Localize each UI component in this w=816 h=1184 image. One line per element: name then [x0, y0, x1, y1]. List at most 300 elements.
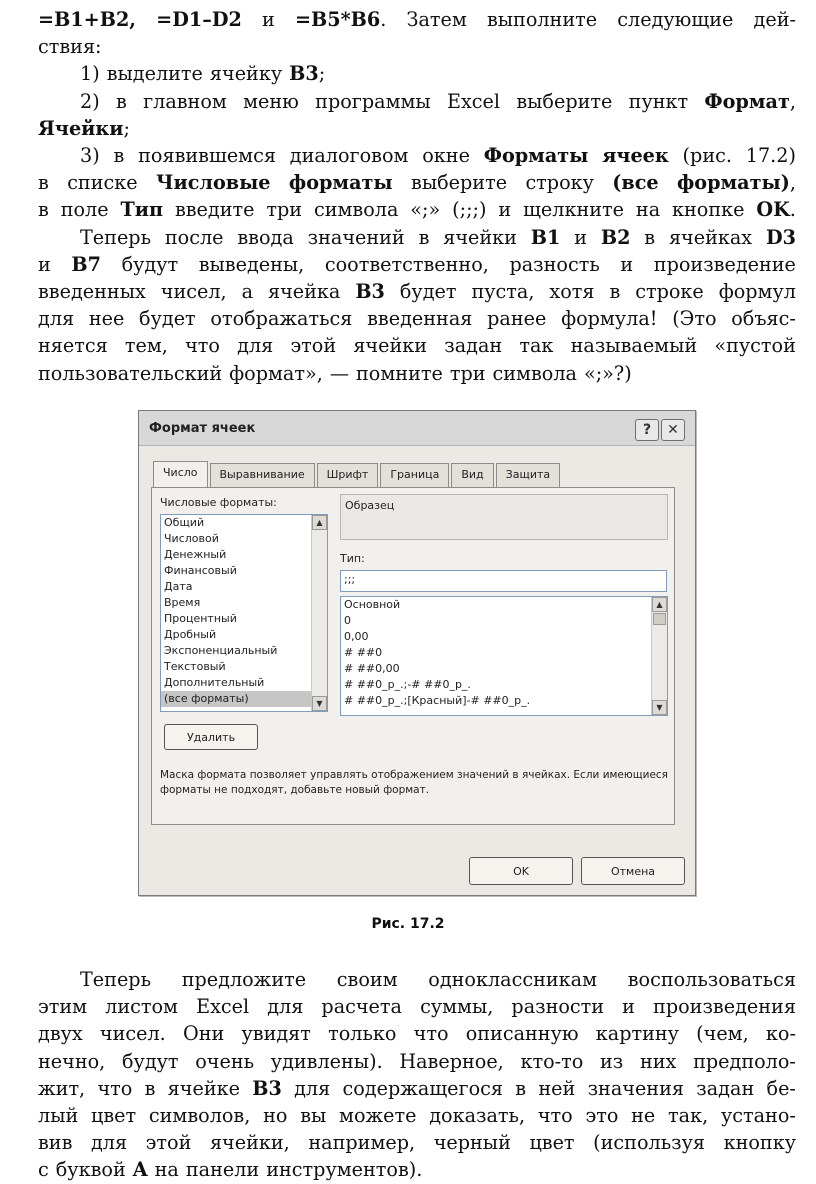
word	[574, 224, 587, 251]
word	[183, 1020, 224, 1047]
word	[668, 1102, 708, 1129]
list-item[interactable]: Процентный	[164, 612, 237, 625]
word	[444, 332, 502, 359]
text: вив	[38, 1131, 73, 1155]
text: можете	[339, 1104, 417, 1128]
word	[38, 1048, 105, 1075]
text: ,	[789, 171, 796, 195]
text: этим	[38, 995, 88, 1019]
text: разности	[511, 995, 605, 1019]
text: задан	[696, 1076, 755, 1100]
word	[601, 224, 631, 251]
text: символа	[313, 198, 399, 222]
word	[290, 332, 336, 359]
cancel-button[interactable]: Отмена	[581, 857, 685, 885]
text-line	[38, 251, 796, 278]
text: двух	[38, 1022, 83, 1046]
text: диалоговом	[289, 144, 409, 168]
word	[561, 305, 657, 332]
text: символов,	[148, 1104, 251, 1128]
word	[165, 224, 224, 251]
tab-protection[interactable]: Защита	[496, 463, 560, 488]
word	[644, 224, 655, 251]
word	[515, 1075, 526, 1102]
text: ней	[538, 1076, 576, 1100]
text: Теперь	[80, 225, 152, 249]
word	[622, 993, 635, 1020]
text-line	[38, 224, 796, 251]
word	[593, 1129, 705, 1156]
text: только	[328, 1022, 397, 1046]
text: «пустой	[714, 334, 796, 358]
text: и	[574, 225, 588, 249]
text: .	[789, 198, 796, 222]
word	[588, 1075, 684, 1102]
text: формула!	[561, 307, 658, 331]
word	[56, 1156, 126, 1183]
text: в	[113, 144, 125, 168]
word	[411, 169, 507, 196]
text: пункт	[628, 89, 689, 113]
word	[434, 1129, 511, 1156]
word	[471, 278, 534, 305]
list-item[interactable]: Дополнительный	[164, 676, 265, 689]
list-item[interactable]: Время	[164, 596, 201, 609]
text: ячейке	[167, 1076, 240, 1100]
word	[38, 251, 51, 278]
word	[67, 169, 137, 196]
number-tab-panel	[151, 487, 675, 825]
text: ввода	[237, 225, 294, 249]
text: что	[413, 1022, 449, 1046]
word	[584, 360, 632, 387]
text: них	[639, 1049, 677, 1073]
list-item[interactable]: # ##0,00	[344, 662, 400, 675]
word	[315, 88, 431, 115]
word	[498, 196, 511, 223]
word	[196, 993, 249, 1020]
word	[210, 1129, 290, 1156]
word	[38, 332, 108, 359]
format-cells-dialog	[138, 410, 696, 896]
text: (чем,	[696, 1022, 749, 1046]
text: —	[329, 361, 350, 385]
format-description: Маска формата позволяет управлять отображением значений в ячейках. Если имеющиеся форматы не подходят, добавьте новый формат.	[160, 769, 668, 796]
text: объяс-	[731, 307, 796, 331]
ok-button[interactable]: OK	[469, 857, 573, 885]
text: на	[154, 1158, 179, 1182]
word	[669, 224, 752, 251]
text: для	[38, 307, 75, 331]
word	[419, 224, 430, 251]
text: кнопке	[672, 198, 745, 222]
text: для	[294, 1076, 331, 1100]
word	[122, 1048, 179, 1075]
text: меню	[243, 89, 299, 113]
word	[263, 1102, 287, 1129]
word	[635, 278, 704, 305]
word	[766, 224, 796, 251]
word	[252, 1075, 282, 1102]
text: щелкните	[523, 198, 625, 222]
word	[330, 360, 349, 387]
text: и	[620, 252, 634, 276]
list-item[interactable]: 0,00	[344, 630, 369, 643]
text: ;	[123, 116, 130, 140]
text: Наверное,	[399, 1049, 504, 1073]
text: главном	[143, 89, 227, 113]
text: картину	[595, 1022, 679, 1046]
text: в	[144, 1076, 156, 1100]
word	[696, 1075, 754, 1102]
bold-text: Ячейки	[38, 116, 124, 140]
top-paragraphs	[38, 6, 796, 387]
text: выполните	[486, 8, 598, 31]
word	[229, 360, 323, 387]
text-line	[38, 332, 796, 359]
bold-text: B3	[252, 1076, 282, 1100]
word	[89, 305, 125, 332]
text-line	[38, 993, 796, 1020]
list-item[interactable]: # ##0_р_.;[Красный]-# ##0_р_.	[344, 694, 531, 707]
text: «;»?)	[583, 361, 632, 385]
word	[756, 196, 796, 223]
word	[80, 88, 100, 115]
word	[596, 1020, 679, 1047]
word	[724, 1129, 796, 1156]
text: введите	[174, 198, 255, 222]
text: панели	[185, 1158, 260, 1182]
bold-text: B1	[530, 225, 561, 249]
word	[325, 251, 489, 278]
text: отображаться	[210, 307, 353, 331]
word	[133, 1156, 148, 1183]
word	[294, 1075, 330, 1102]
text: жит,	[38, 1076, 86, 1100]
text: Затем	[406, 8, 467, 31]
list-item[interactable]: 0	[344, 614, 351, 627]
text: удивлены).	[270, 1049, 383, 1073]
word	[185, 332, 220, 359]
word	[672, 305, 716, 332]
word	[105, 993, 178, 1020]
text-line	[38, 1075, 796, 1102]
bold-text: форматы	[288, 171, 393, 195]
list-item[interactable]: (все форматы)	[161, 691, 327, 707]
text: 1)	[80, 62, 100, 86]
word	[654, 251, 796, 278]
word	[450, 360, 486, 387]
text: ячейку	[209, 62, 283, 86]
word	[143, 88, 227, 115]
word	[429, 1102, 525, 1129]
text: чисел.	[99, 1022, 166, 1046]
text: 2)	[80, 89, 100, 113]
word	[693, 1048, 796, 1075]
tab-number[interactable]: Число	[153, 461, 208, 489]
text: описанную	[465, 1022, 579, 1046]
bold-text: Тип	[120, 198, 164, 222]
text: называемый	[570, 334, 698, 358]
word	[122, 251, 179, 278]
word	[289, 60, 325, 87]
word	[493, 360, 577, 387]
tab-border[interactable]: Граница	[380, 463, 449, 488]
word	[38, 115, 130, 142]
text: что	[185, 334, 220, 358]
type-list-items	[341, 597, 667, 709]
word	[516, 88, 612, 115]
text: введенная	[367, 307, 473, 331]
word	[525, 169, 593, 196]
word	[609, 278, 620, 305]
word	[161, 278, 227, 305]
close-button[interactable]	[661, 419, 685, 441]
text: лый	[38, 1104, 79, 1128]
word	[631, 1102, 655, 1129]
text: одноклассникам	[428, 968, 598, 991]
text: черный	[433, 1131, 511, 1155]
tab-alignment[interactable]: Выравнивание	[210, 463, 315, 488]
text-line	[38, 33, 796, 60]
list-item[interactable]: Дробный	[164, 628, 217, 641]
word	[210, 60, 282, 87]
text: что	[97, 1076, 133, 1100]
text: символа	[492, 361, 577, 385]
word	[290, 142, 409, 169]
list-item[interactable]: Текстовый	[164, 660, 226, 673]
word	[242, 278, 253, 305]
word	[355, 278, 385, 305]
list-item[interactable]: Денежный	[164, 548, 227, 561]
word	[38, 33, 102, 60]
word	[466, 1020, 579, 1047]
word	[414, 1020, 449, 1047]
text: в	[115, 89, 127, 113]
text: ствия:	[38, 35, 102, 59]
text-line	[38, 115, 796, 142]
list-item[interactable]: # ##0	[344, 646, 383, 659]
text: это	[585, 1104, 619, 1128]
text-line	[38, 169, 796, 196]
list-item[interactable]: Общий	[164, 516, 205, 529]
word	[168, 1075, 240, 1102]
tab-font[interactable]: Шрифт	[317, 463, 379, 488]
delete-button[interactable]: Удалить	[164, 724, 258, 750]
text: в	[515, 1076, 527, 1100]
word	[308, 1129, 415, 1156]
text: выберите	[411, 171, 508, 195]
text: формат»,	[229, 361, 323, 385]
text: например,	[308, 1131, 416, 1155]
text-line	[38, 88, 796, 115]
text-line	[38, 1020, 796, 1047]
text: (используя	[593, 1131, 705, 1155]
text: воспользоваться	[627, 968, 796, 991]
word	[268, 278, 340, 305]
text: Они	[182, 1022, 225, 1046]
text: .	[380, 8, 387, 31]
text-line	[38, 1129, 796, 1156]
help-button[interactable]	[635, 419, 659, 441]
text: в	[38, 198, 49, 222]
text: выберите	[516, 89, 613, 113]
word	[443, 224, 517, 251]
word	[511, 993, 604, 1020]
tab-patterns[interactable]: Вид	[451, 463, 493, 488]
bold-text: =D1–D2	[156, 8, 242, 31]
text-line	[38, 60, 796, 87]
text: произведение	[653, 252, 796, 276]
text: что	[537, 1104, 573, 1128]
word	[531, 224, 561, 251]
word	[107, 60, 203, 87]
text: 17.2)	[745, 144, 796, 168]
scroll-thumb[interactable]	[653, 613, 666, 625]
word	[696, 1020, 749, 1047]
list-item[interactable]: # ##0_р_.;-# ##0_р_.	[344, 678, 471, 691]
word	[342, 1075, 503, 1102]
word	[321, 993, 402, 1020]
list-item[interactable]: Числовой	[164, 532, 219, 545]
text: расчета	[321, 995, 402, 1019]
text: нее	[88, 307, 125, 331]
text: няется	[38, 334, 108, 358]
text: цвет	[91, 1104, 137, 1128]
word	[80, 966, 151, 993]
word	[80, 224, 151, 251]
type-input[interactable]: ;;;	[340, 570, 667, 592]
figure-caption: Рис. 17.2	[371, 916, 445, 932]
word	[447, 88, 500, 115]
word	[295, 6, 386, 33]
word	[620, 251, 633, 278]
bold-text: Форматы	[483, 144, 589, 168]
word	[186, 1156, 259, 1183]
bold-text: форматы)	[676, 171, 790, 195]
word	[367, 305, 472, 332]
text: доказать,	[429, 1104, 526, 1128]
text: поле	[60, 198, 109, 222]
text: три	[266, 198, 303, 222]
dialog-titlebar	[139, 411, 695, 446]
list-item[interactable]: Основной	[344, 598, 401, 611]
word	[120, 196, 163, 223]
text-line	[38, 1048, 796, 1075]
type-list[interactable]	[340, 596, 668, 716]
bold-text: B7	[71, 252, 101, 276]
text: следующие	[617, 8, 734, 31]
word	[704, 88, 796, 115]
bold-text: Числовые	[155, 171, 271, 195]
word	[289, 169, 393, 196]
text-line	[38, 278, 796, 305]
word	[410, 196, 440, 223]
text: выведены,	[198, 252, 305, 276]
text: и	[261, 8, 275, 31]
text-line	[38, 305, 796, 332]
scroll-up-icon[interactable]: ▲	[652, 597, 667, 612]
list-item[interactable]: Финансовый	[164, 564, 237, 577]
word	[523, 196, 624, 223]
formats-scrollbar[interactable]	[311, 515, 327, 711]
word	[521, 1048, 584, 1075]
word	[406, 6, 466, 33]
bold-text: D3	[765, 225, 796, 249]
text: введенных	[38, 280, 146, 304]
word	[640, 1048, 676, 1075]
scroll-down-icon[interactable]: ▼	[312, 696, 327, 711]
text: ко-	[765, 1022, 796, 1046]
word	[487, 6, 597, 33]
text: из	[600, 1049, 624, 1073]
text: задан	[444, 334, 503, 358]
word	[38, 1075, 85, 1102]
bold-text: OK	[756, 198, 790, 222]
word	[38, 1102, 78, 1129]
text: цвет	[529, 1131, 575, 1155]
word	[767, 1075, 796, 1102]
word	[653, 993, 796, 1020]
word	[38, 196, 49, 223]
text: очень	[195, 1049, 255, 1073]
word	[139, 305, 196, 332]
text: так,	[668, 1104, 709, 1128]
word	[38, 6, 136, 33]
word	[149, 1102, 250, 1129]
word	[585, 1102, 618, 1129]
bold-text: B3	[289, 62, 319, 86]
list-item[interactable]: Экспоненциальный	[164, 644, 278, 657]
word	[538, 1075, 575, 1102]
word	[677, 169, 796, 196]
word	[714, 332, 796, 359]
scroll-down-icon[interactable]: ▼	[652, 700, 667, 715]
word	[422, 142, 470, 169]
word	[210, 305, 352, 332]
type-scrollbar[interactable]	[651, 597, 667, 715]
word	[97, 1075, 132, 1102]
text: ;	[318, 62, 326, 86]
text: выделите	[106, 62, 203, 86]
word	[731, 305, 796, 332]
formats-list[interactable]	[160, 514, 328, 712]
text: три	[449, 361, 486, 385]
word	[271, 1048, 383, 1075]
text: (;;;)	[452, 198, 487, 222]
text: бе-	[766, 1076, 796, 1100]
formats-label: Числовые форматы:	[160, 496, 277, 509]
text: увидят	[241, 1022, 311, 1046]
word	[125, 332, 168, 359]
word	[672, 196, 744, 223]
list-item[interactable]: Дата	[164, 580, 193, 593]
word	[91, 1129, 127, 1156]
word	[155, 1156, 179, 1183]
text: (Это	[672, 307, 717, 331]
bold-text: B3	[355, 280, 385, 304]
scroll-up-icon[interactable]: ▲	[312, 515, 327, 530]
word	[38, 360, 222, 387]
text: для	[90, 1131, 128, 1155]
text: ячейках	[668, 225, 753, 249]
word	[146, 1129, 192, 1156]
word	[509, 251, 599, 278]
word	[600, 1048, 623, 1075]
text: и	[498, 198, 512, 222]
word	[145, 1075, 156, 1102]
text: предложите	[181, 968, 307, 991]
